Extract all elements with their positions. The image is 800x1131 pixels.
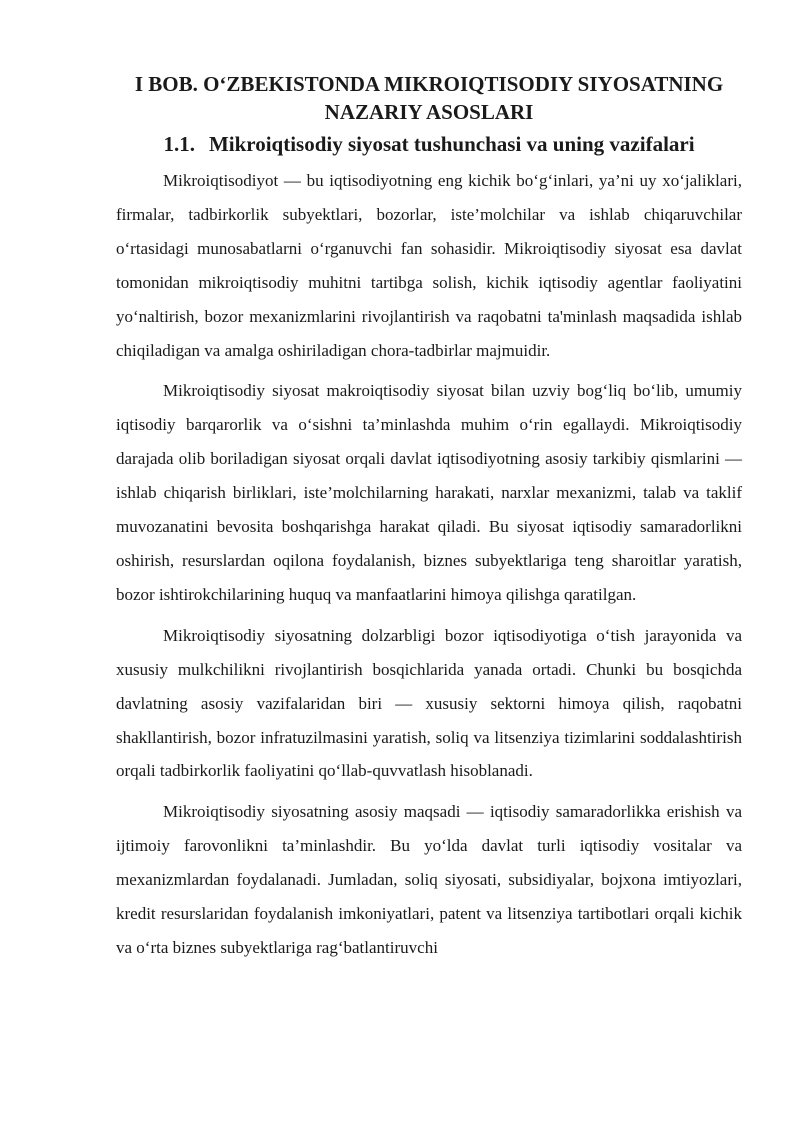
document-page (116, 70, 742, 972)
paragraph: Mikroiqtisodiy siyosatning asosiy maqsadi — iqtisodiy samaradorlikka erishish va ijtimoiy farovonlikni ta’minlashdir. Bu yo‘lda davlat turli iqtisodiy vositalar va mexanizmlardan foydalanadi. Jumladan, soliq siyosati, subsidiyalar, bojxona imtiyozlari, kredit resurslaridan foydalanish imkoniyatlari, patent va litsenziya tartibotlari orqali kichik va o‘rta biznes subyektlariga rag‘batlantiruvchi (116, 802, 742, 957)
section-title: Mikroiqtisodiy siyosat tushunchasi va uning vazifalari (208, 132, 695, 156)
section-heading (116, 130, 742, 158)
paragraph: Mikroiqtisodiy siyosatning dolzarbligi bozor iqtisodiyotiga o‘tish jarayonida va xususiy mulkchilikni rivojlantirish bosqichlarida yanada ortadi. Chunki bu bosqichda davlatning asosiy vazifalaridan biri — xususiy sektorni himoya qilish, raqobatni shakllantirish, bozor infratuzilmasini yaratish, soliq va litsenziya tizimlarini soddalashtirish orqali tadbirkorlik faoliyatini qo‘llab-quvvatlash hisoblanadi. (116, 625, 742, 781)
chapter-title: I BOB. O‘ZBEKISTONDA MIKROIQTISODIY SIYOSATNING NAZARIY ASOSLARI (134, 72, 724, 124)
paragraph: Mikroiqtisodiyot — bu iqtisodiyotning eng kichik bo‘g‘inlari, ya’ni uy xo‘jaliklari, firmalar, tadbirkorlik subyektlari, bozorlar, iste’molchilar va ishlab chiqaruvchilar o‘rtasidagi munosabatlarni o‘rganuvchi fan sohasidir. Mikroiqtisodiy siyosat esa davlat tomonidan mikroiqtisodiy muhitni tartibga solish, kichik iqtisodiy agentlar faoliyatini yo‘naltirish, bozor mexanizmlarini rivojlantirish va raqobatni ta'minlash maqsadida ishlab chiqiladigan va amalga oshiriladigan chora-tadbirlar majmuidir. (116, 171, 742, 360)
section-number: 1.1. (163, 132, 195, 156)
paragraph: Mikroiqtisodiy siyosat makroiqtisodiy siyosat bilan uzviy bog‘liq bo‘lib, umumiy iqtisodiy barqarorlik va o‘sishni ta’minlashda muhim o‘rin egallaydi. Mikroiqtisodiy darajada olib boriladigan siyosat orqali davlat iqtisodiyotning asosiy tarkibiy qismlarini — ishlab chiqarish birliklari, iste’molchilarning harakati, narxlar mexanizmi, talab va taklif muvozanatini bevosita boshqarishga harakat qiladi. Bu siyosat iqtisodiy samaradorlikni oshirish, resurslardan oqilona foydalanish, biznes subyektlariga teng sharoitlar yaratish, bozor ishtirokchilarining huquq va manfaatlarini himoya qilishga qaratilgan. (116, 381, 742, 604)
